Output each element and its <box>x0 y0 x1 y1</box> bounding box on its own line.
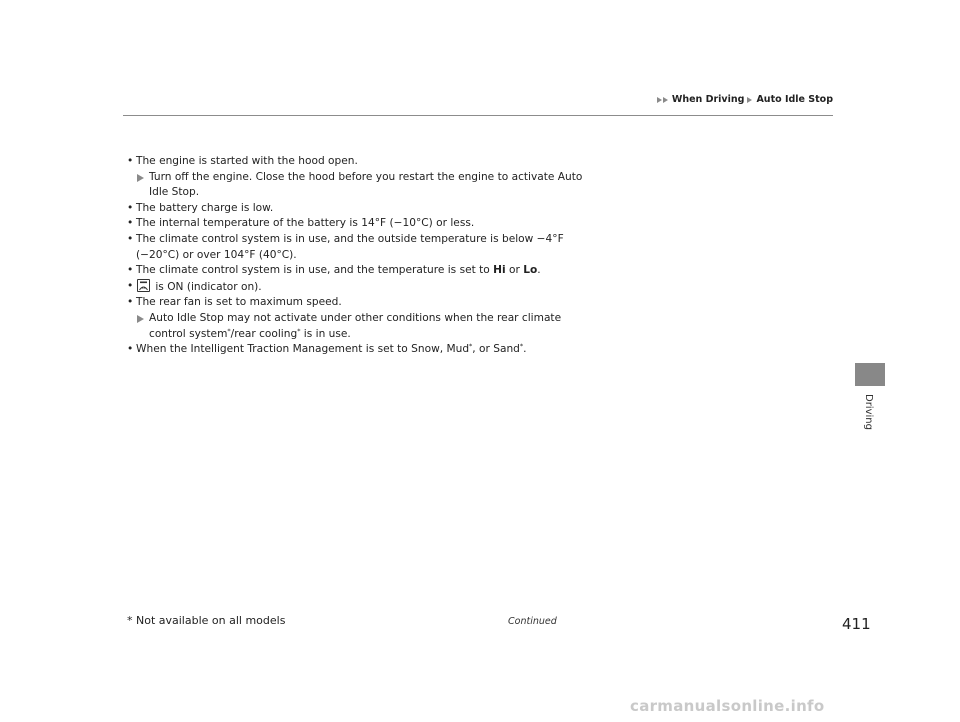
item-text: The climate control system is in use, and the outside temperature is below −4°F (−20°C) or over 104°F (40°C). <box>136 232 564 261</box>
continued-label: Continued <box>508 616 557 627</box>
asterisk-mark: * <box>519 342 524 351</box>
item-text: or <box>505 264 524 277</box>
sub-item-text: /rear cooling <box>230 327 298 340</box>
item-text: When the Intelligent Traction Management is set to Snow, Mud <box>136 343 470 356</box>
sub-item-text: is in use. <box>300 327 351 340</box>
item-text: The engine is started with the hood open. <box>136 155 358 167</box>
conditions-list <box>127 154 597 358</box>
hi-setting: Hi <box>493 264 506 277</box>
breadcrumb-item-when-driving[interactable]: When Driving <box>671 94 745 105</box>
bullet-icon: • <box>127 296 134 309</box>
item-text: , or Sand <box>472 343 520 356</box>
bullet-icon: • <box>127 201 134 214</box>
arrow-icon <box>137 174 144 182</box>
breadcrumb-item-auto-idle-stop[interactable]: Auto Idle Stop <box>756 94 833 105</box>
list-item <box>127 279 597 296</box>
list-item <box>127 232 597 263</box>
sub-item-text: Auto Idle Stop may not activate under other conditions when the rear climate control system <box>149 311 562 340</box>
item-text: The rear fan is set to maximum speed. <box>136 296 342 309</box>
bullet-icon: • <box>127 155 134 167</box>
list-item <box>127 154 597 170</box>
footnote: * Not available on all models <box>127 614 286 627</box>
sub-item <box>127 170 597 201</box>
item-text: is ON (indicator on). <box>152 280 262 293</box>
bullet-icon: • <box>127 264 134 277</box>
asterisk-mark: * <box>297 326 301 335</box>
list-item <box>127 263 597 279</box>
header-rule <box>123 115 833 116</box>
asterisk-mark: * <box>469 342 473 351</box>
page-number: 411 <box>842 615 871 633</box>
item-text: . <box>523 343 527 356</box>
item-text: . <box>537 264 541 277</box>
front-defroster-icon <box>137 279 150 292</box>
bullet-icon: • <box>127 217 134 230</box>
bullet-icon: • <box>127 232 134 245</box>
lo-setting: Lo <box>523 264 538 277</box>
chapter-label: Driving <box>863 394 874 430</box>
arrow-icon <box>137 315 144 323</box>
list-item <box>127 201 597 217</box>
item-text: The battery charge is low. <box>136 201 274 214</box>
list-item <box>127 295 597 311</box>
asterisk-mark: * <box>227 326 231 335</box>
list-item <box>127 342 597 358</box>
breadcrumb-arrows-icon <box>657 97 669 103</box>
sub-item <box>127 311 597 342</box>
list-item <box>127 216 597 232</box>
bullet-icon: • <box>127 279 134 292</box>
chapter-tab[interactable] <box>855 363 885 386</box>
breadcrumb-arrow-icon <box>747 97 753 103</box>
item-text: The internal temperature of the battery is 14°F (−10°C) or less. <box>136 217 475 230</box>
item-text: The climate control system is in use, and the temperature is set to <box>136 264 494 277</box>
bullet-icon: • <box>127 343 134 356</box>
sub-item-text: Turn off the engine. Close the hood before you restart the engine to activate Auto Idle Stop. <box>149 170 583 199</box>
breadcrumb <box>657 94 833 105</box>
watermark: carmanualsonline.info <box>630 697 825 715</box>
